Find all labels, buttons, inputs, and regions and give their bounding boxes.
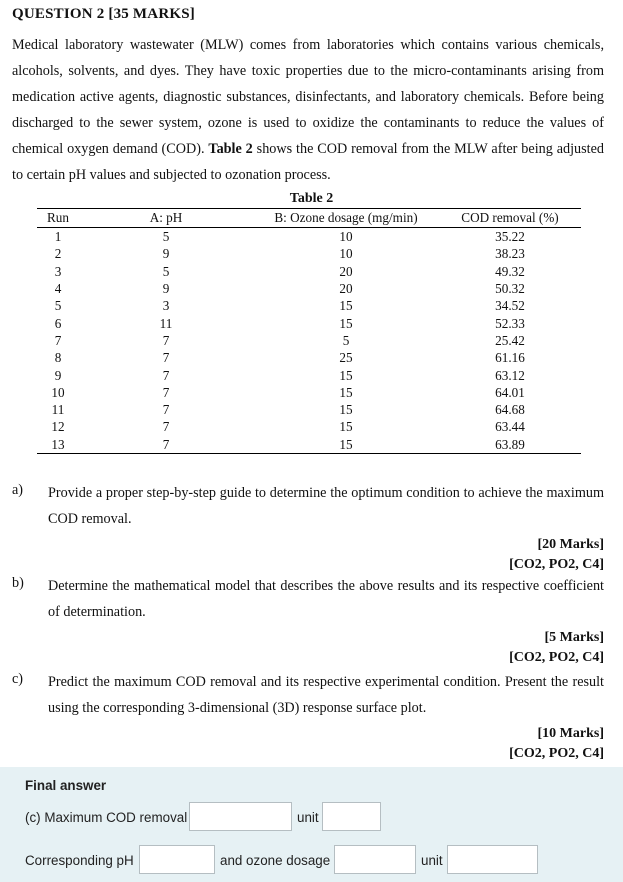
cell-ozone-dosage: 10 <box>339 229 353 245</box>
cell-run: 5 <box>54 298 62 314</box>
cell-cod-removal: 38.23 <box>495 246 525 262</box>
cell-ph: 7 <box>162 419 170 435</box>
part-a-marks <box>304 535 604 575</box>
part-c-marks-value: [10 Marks] <box>537 726 604 741</box>
intro-text-1: Medical laboratory wastewater (MLW) comes from laboratories which contains various chemicals, alcohols, solvents, and dyes. They have toxic properties due to the micro-contaminants arising from medication active agents, diagnostic substances, disinfectants, and laboratory chemicals. Before being discharged to the sewer system, ozone is used to oxidize the contaminants to reduce the values of chemical oxygen demand (COD). <box>12 37 604 157</box>
part-a-label: a) <box>12 482 24 498</box>
intro-table-ref: Table 2 <box>208 141 253 157</box>
ph-input[interactable] <box>139 845 215 874</box>
cell-cod-removal: 35.22 <box>495 229 525 245</box>
cell-ph: 7 <box>162 384 170 400</box>
part-a-co: [CO2, PO2, C4] <box>509 557 604 572</box>
header-ph: A: pH <box>79 209 253 228</box>
cell-ph: 7 <box>162 350 170 366</box>
part-c-marks <box>304 724 604 764</box>
cell-ph: 7 <box>162 402 170 418</box>
header-ozone-dosage: B: Ozone dosage (mg/min) <box>253 209 439 228</box>
cell-run: 7 <box>54 332 62 348</box>
part-b-text: Determine the mathematical model that describes the above results and its respective coefficient of determination. <box>48 578 604 620</box>
cell-ozone-dosage: 15 <box>339 367 353 383</box>
cell-ph: 3 <box>162 298 170 314</box>
cell-ph: 7 <box>79 436 253 454</box>
cell-ozone-dosage: 25 <box>339 350 353 366</box>
part-b-marks-value: [5 Marks] <box>544 630 604 645</box>
table-row <box>37 228 581 246</box>
cell-ozone-dosage: 20 <box>339 281 353 297</box>
table-row <box>37 245 581 262</box>
ph-label: Corresponding pH <box>25 853 134 868</box>
table-row <box>37 332 581 349</box>
ozone-label: and ozone dosage <box>220 853 331 868</box>
cell-cod-removal: 63.89 <box>439 436 581 454</box>
cell-ph: 5 <box>162 263 170 279</box>
max-cod-input[interactable] <box>189 802 292 831</box>
data-table <box>37 208 581 454</box>
max-cod-unit-label: unit <box>297 810 319 825</box>
cell-cod-removal: 61.16 <box>495 350 525 366</box>
table-row <box>37 280 581 297</box>
table-row <box>37 314 581 331</box>
cell-ozone-dosage: 15 <box>339 384 353 400</box>
cell-ozone-dosage: 15 <box>339 315 353 331</box>
part-b-label: b) <box>12 575 24 591</box>
cell-ozone-dosage: 20 <box>339 263 353 279</box>
table-row <box>37 418 581 435</box>
cell-run: 6 <box>54 315 62 331</box>
max-cod-unit-input[interactable] <box>322 802 381 831</box>
ozone-input[interactable] <box>334 845 416 874</box>
cell-run: 4 <box>54 281 62 297</box>
cell-ph: 9 <box>162 246 170 262</box>
part-a-text: Provide a proper step-by-step guide to determine the optimum condition to achieve the maximum COD removal. <box>48 485 604 527</box>
cell-run: 11 <box>51 402 65 418</box>
cell-ph: 11 <box>159 315 173 331</box>
question-title: QUESTION 2 [35 MARKS] <box>12 6 195 22</box>
cell-cod-removal: 64.01 <box>495 384 525 400</box>
table-body <box>37 228 581 454</box>
cell-run: 9 <box>54 367 62 383</box>
cell-ozone-dosage: 15 <box>253 436 439 454</box>
cell-run: 13 <box>37 436 79 454</box>
table-row <box>37 366 581 383</box>
cell-ozone-dosage: 5 <box>342 332 350 348</box>
ozone-unit-label: unit <box>421 853 443 868</box>
cell-ozone-dosage: 15 <box>339 298 353 314</box>
max-cod-label: (c) Maximum COD removal <box>25 810 188 825</box>
table-row <box>37 349 581 366</box>
final-answer-heading: Final answer <box>25 778 107 793</box>
part-c-label: c) <box>12 671 24 687</box>
final-answer-panel <box>0 767 623 882</box>
table-header-row <box>37 209 581 228</box>
cell-run: 8 <box>54 350 62 366</box>
cell-run: 10 <box>51 384 65 400</box>
question-intro <box>12 32 604 188</box>
cell-run: 3 <box>54 263 62 279</box>
cell-cod-removal: 25.42 <box>495 332 525 348</box>
header-cod-removal: COD removal (%) <box>439 209 581 228</box>
part-b-marks <box>304 628 604 668</box>
cell-run: 12 <box>51 419 65 435</box>
header-run: Run <box>37 209 79 228</box>
part-c-text: Predict the maximum COD removal and its respective experimental condition. Present the result using the corresponding 3-dimensional (3D) response surface plot. <box>48 674 604 716</box>
table-caption: Table 2 <box>289 191 334 206</box>
cell-ph: 7 <box>162 367 170 383</box>
cell-ph: 9 <box>162 281 170 297</box>
cell-ozone-dosage: 15 <box>339 402 353 418</box>
table-row <box>37 263 581 280</box>
cell-cod-removal: 64.68 <box>495 402 525 418</box>
table-row <box>37 384 581 401</box>
cell-ph: 7 <box>162 332 170 348</box>
cell-run: 1 <box>54 229 62 245</box>
part-a-marks-value: [20 Marks] <box>537 537 604 552</box>
cell-cod-removal: 63.12 <box>495 367 525 383</box>
ozone-unit-input[interactable] <box>447 845 538 874</box>
part-c-co: [CO2, PO2, C4] <box>509 746 604 761</box>
part-b-co: [CO2, PO2, C4] <box>509 650 604 665</box>
cell-cod-removal: 52.33 <box>495 315 525 331</box>
cell-ph: 5 <box>162 229 170 245</box>
table-row <box>37 436 581 454</box>
cell-cod-removal: 63.44 <box>495 419 525 435</box>
intro-text-2: shows the COD removal from the MLW after being adjusted to certain pH values and subjected to ozonation process. <box>12 141 604 183</box>
cell-cod-removal: 34.52 <box>495 298 525 314</box>
cell-cod-removal: 49.32 <box>495 263 525 279</box>
table-row <box>37 297 581 314</box>
table-row <box>37 401 581 418</box>
cell-cod-removal: 50.32 <box>495 281 525 297</box>
cell-ozone-dosage: 10 <box>339 246 353 262</box>
cell-run: 2 <box>54 246 62 262</box>
cell-ozone-dosage: 15 <box>339 419 353 435</box>
